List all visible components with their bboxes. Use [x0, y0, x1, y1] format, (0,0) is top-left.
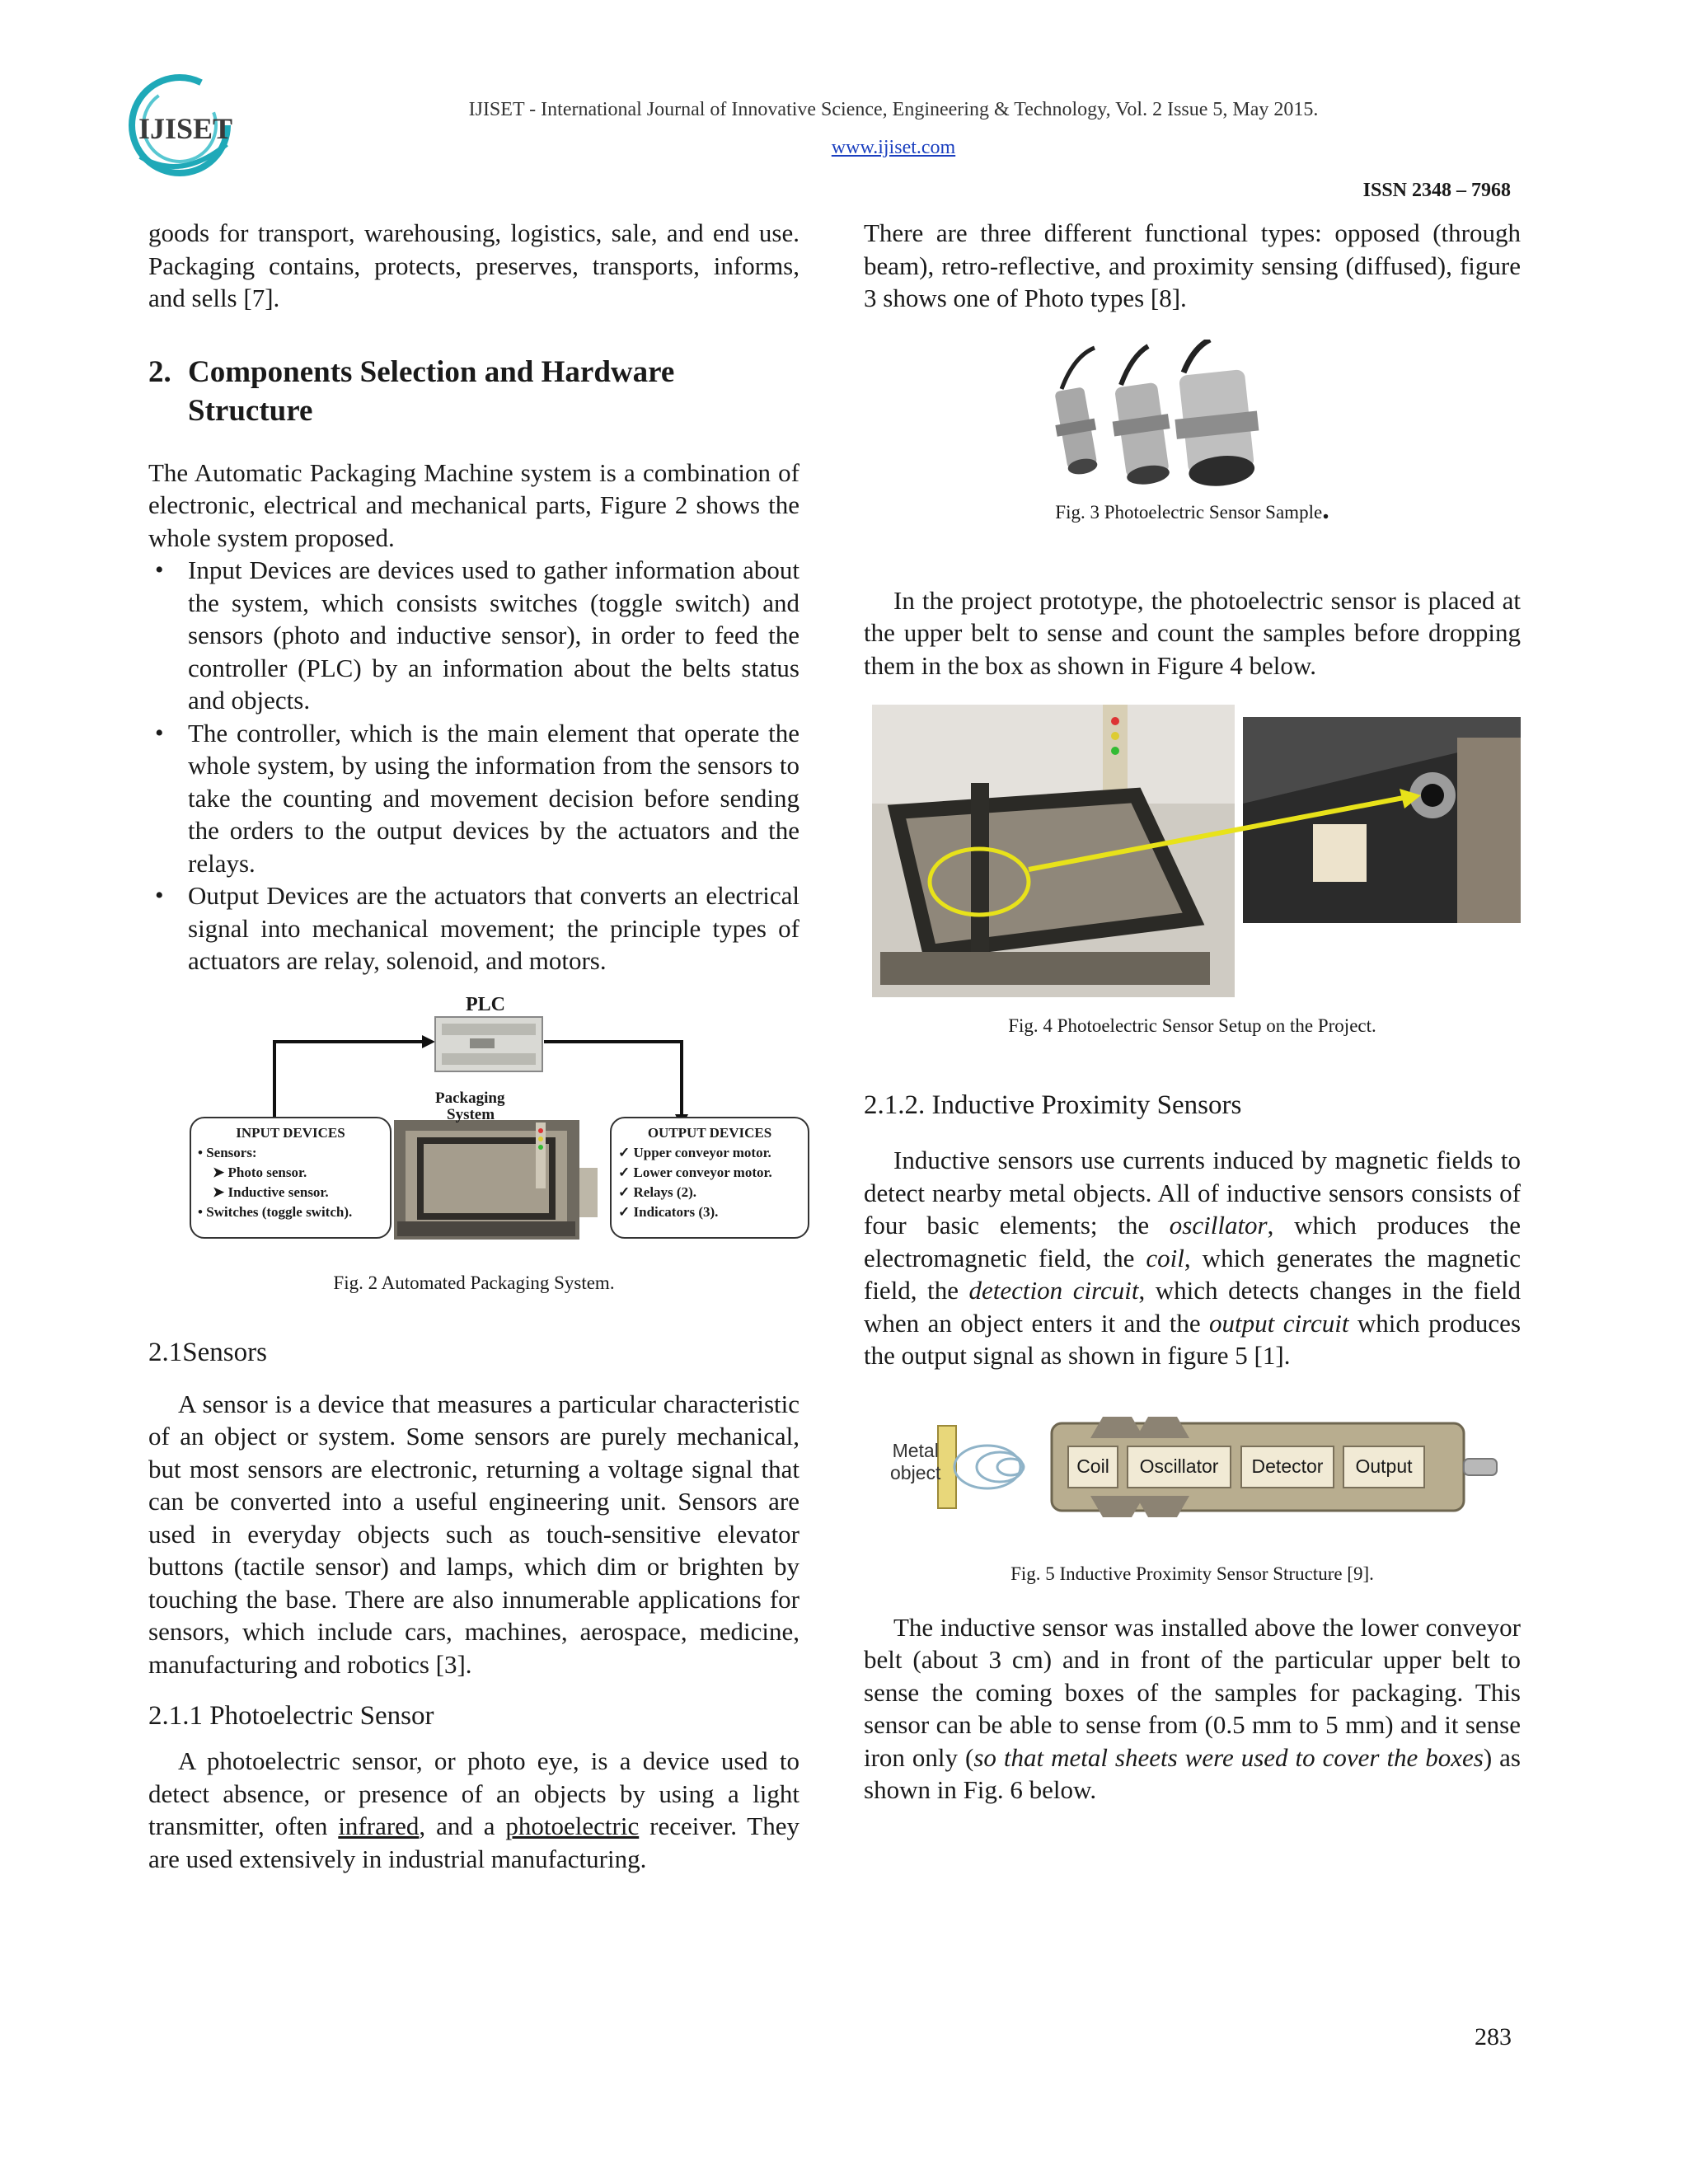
- text-run: which produces the output signal as shown in figure 5 [1].: [864, 1308, 1522, 1370]
- system-label: System: [447, 1105, 495, 1123]
- journal-logo: [124, 66, 247, 190]
- text-run: The inductive sensor was installed above the lower conveyor belt (about 3 cm) and in front of the particular upper belt to sense the coming boxes of the samples for packaging. This sensor can be able to sense from (0.5 mm to 5 mm) and it sense iron only (: [864, 1612, 1521, 1772]
- intro-paragraph: goods for transport, warehousing, logistics, sale, and end use. Packaging contains, protects, preserves, transports, informs, and sells [7].: [148, 218, 799, 312]
- svg-text:IJISET: IJISET: [138, 112, 233, 145]
- text-run: ) as shown in Fig. 6 below.: [864, 1742, 1521, 1804]
- list-item: • Output Devices are the actuators that converts an electrical signal into mechanical movement; the principle types of actuators are relay, solenoid, and motors.: [148, 879, 799, 977]
- prototype-paragraph: In the project prototype, the photoelectric sensor is placed at the upper belt to sense and count the samples before dropping them in the box as shown in Figure 4 below.: [864, 585, 1521, 680]
- section-number: 2.: [148, 354, 171, 389]
- text-run: , which produces the electromagnetic field, the: [864, 1211, 1521, 1272]
- figure-5-diagram: [864, 1405, 1521, 1529]
- right-column: [864, 217, 1521, 1807]
- infrared-link[interactable]: infrared: [338, 1811, 420, 1840]
- list-item: ✓ Indicators (3).: [618, 1203, 719, 1220]
- text-run: receiver. They are used extensively in industrial manufacturing.: [148, 1811, 799, 1873]
- issn: ISSN 2348 – 7968: [1362, 180, 1511, 201]
- figure-3-caption: [864, 494, 1521, 525]
- section-2-paragraph: The Automatic Packaging Machine system is a combination of electronic, electrical and mechanical parts, Figure 2 shows the whole system proposed.: [148, 457, 799, 552]
- input-devices-title: INPUT DEVICES: [236, 1124, 345, 1141]
- italic-note: so that metal sheets were used to cover the boxes: [973, 1742, 1484, 1772]
- oscillator-label: Oscillator: [1139, 1455, 1219, 1477]
- list-item: ➤ Inductive sensor.: [213, 1183, 329, 1200]
- oscillator-term: oscillator: [1169, 1211, 1268, 1240]
- detection-term: detection circuit: [968, 1276, 1139, 1305]
- text-run: , which generates the magnetic field, the: [864, 1243, 1522, 1305]
- section-2-1-heading: 2.1Sensors: [148, 1337, 267, 1367]
- list-item: ➤ Photo sensor.: [213, 1164, 307, 1180]
- text-run: Inductive sensors use currents induced by magnetic fields to detect nearby metal objects. All of inductive sensors consists of four basic elements; the: [864, 1146, 1521, 1240]
- journal-url-link[interactable]: www.ijiset.com: [831, 137, 956, 158]
- left-column: [148, 217, 799, 1875]
- figure-2-diagram: [190, 993, 809, 1263]
- caption-text: Fig. 3 Photoelectric Sensor Sample: [1055, 501, 1323, 523]
- output-term: output circuit: [1209, 1308, 1349, 1338]
- list-item: • Switches (toggle switch).: [198, 1203, 353, 1220]
- plc-label: PLC: [466, 993, 505, 1015]
- text-run: A photoelectric sensor, or photo eye, is a device used to detect absence, or presence of an objects by using a light transmitter, often: [148, 1746, 799, 1840]
- installation-paragraph: [864, 1611, 1521, 1807]
- detector-label: Detector: [1251, 1455, 1324, 1477]
- input-devices-box: [190, 1117, 392, 1239]
- figure-5-caption: Fig. 5 Inductive Proximity Sensor Structure [9].: [1010, 1563, 1374, 1584]
- page-number: 283: [1475, 2023, 1512, 2050]
- caption-dot: .: [1322, 494, 1329, 525]
- coil-label: Coil: [1076, 1455, 1109, 1477]
- metal-text: Metal: [892, 1439, 939, 1461]
- list-item: ✓ Relays (2).: [618, 1183, 696, 1200]
- section-2-1-1-heading: 2.1.1 Photoelectric Sensor: [148, 1701, 434, 1731]
- figure-4-caption: Fig. 4 Photoelectric Sensor Setup on the Project.: [1008, 1015, 1376, 1036]
- text-run: , and a: [419, 1811, 506, 1840]
- functional-types-paragraph: There are three different functional types: opposed (through beam), retro-reflective, and proximity sensing (diffused), figure 3 shows one of Photo types [8].: [864, 218, 1521, 312]
- output-devices-title: OUTPUT DEVICES: [647, 1124, 772, 1141]
- metal-object-label: [890, 1440, 940, 1484]
- object-text: object: [890, 1461, 941, 1483]
- device-list: [148, 554, 799, 977]
- text-run: , which detects changes in the field when an object enters it and the: [864, 1276, 1521, 1338]
- output-devices-box: [610, 1117, 809, 1239]
- section-2-heading: [148, 353, 799, 430]
- photoelectric-paragraph: [148, 1745, 799, 1875]
- figure-2-caption: Fig. 2 Automated Packaging System.: [333, 1272, 615, 1293]
- list-item: ✓ Lower conveyor motor.: [618, 1164, 772, 1180]
- section-title: Components Selection and Hardware Structure: [188, 354, 675, 428]
- list-item: • The controller, which is the main element that operate the whole system, by using the information from the sensors to take the counting and movement decision before sending the orders to the output devices by the actuators and the relays.: [148, 717, 799, 880]
- output-label: Output: [1355, 1455, 1413, 1477]
- inductive-paragraph: [864, 1144, 1521, 1372]
- coil-term: coil: [1146, 1243, 1184, 1272]
- sensors-paragraph: A sensor is a device that measures a particular characteristic of an object or system. Some sensors are purely mechanical, but most sensors are electronic, returning a voltage signal that can be converted into a useful engineering unit. Sensors are used in everyday objects such as touch-sensitive elevator buttons (tactile sensor) and lamps, which dim or brighten by touching the base. There are also innumerable applications for sensors, which include cars, machines, aerospace, medicine, manufacturing and robotics [3].: [148, 1389, 799, 1679]
- section-2-1-2-heading: 2.1.2. Inductive Proximity Sensors: [864, 1090, 1242, 1120]
- journal-title: IJISET - International Journal of Innovative Science, Engineering & Technology, Vol. 2 Issue 5, May 2015.: [468, 99, 1319, 120]
- figure-3-image: [864, 340, 1521, 488]
- packaging-label: Packaging: [435, 1089, 505, 1107]
- figure-4-image: [864, 705, 1521, 997]
- photoelectric-link[interactable]: photoelectric: [505, 1811, 640, 1840]
- list-item: • Input Devices are devices used to gather information about the system, which consists switches (toggle switch) and sensors (photo and inductive sensor), in order to feed the controller (PLC) by an information about the belts status and objects.: [148, 554, 799, 717]
- list-item: ✓ Upper conveyor motor.: [618, 1144, 771, 1160]
- list-item: • Sensors:: [198, 1144, 257, 1160]
